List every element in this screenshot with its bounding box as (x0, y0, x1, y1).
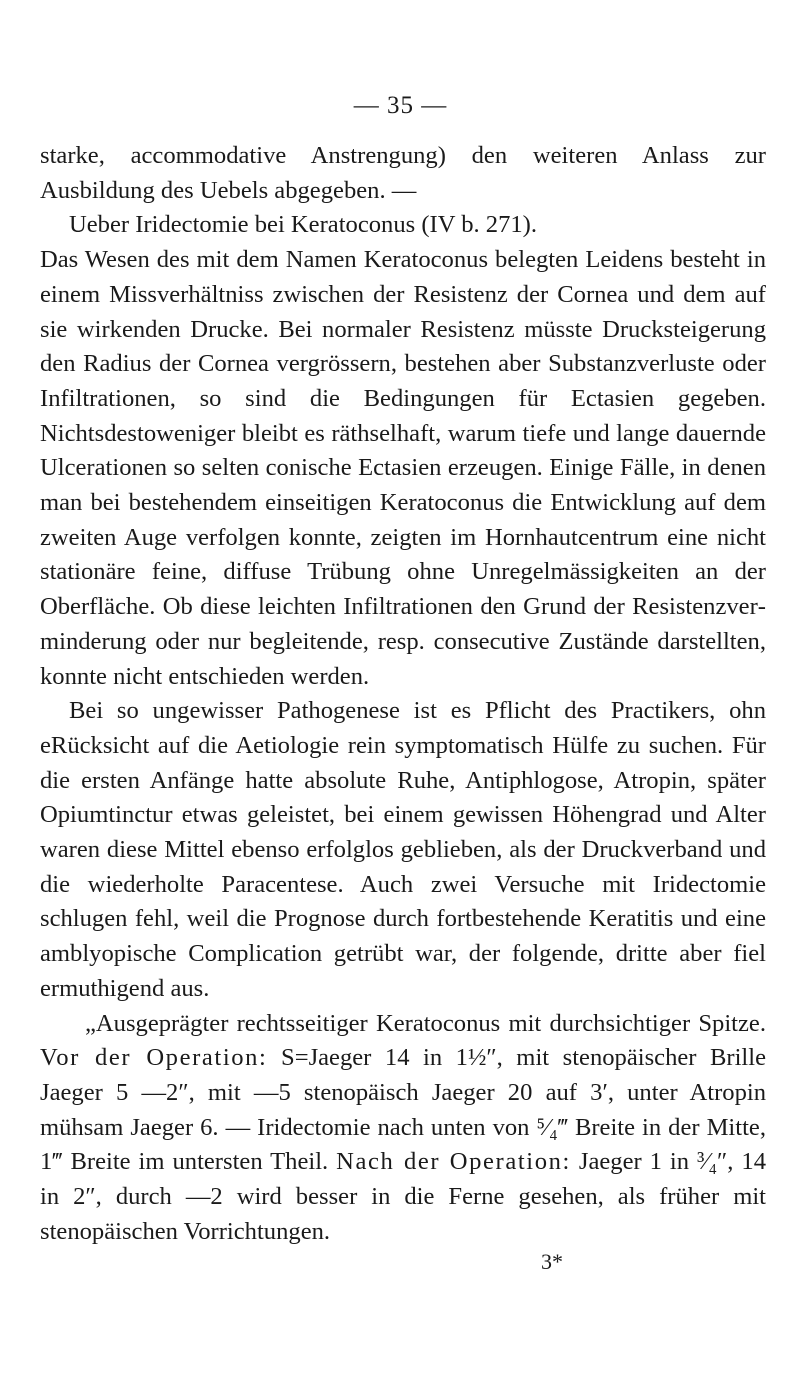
section-heading: Ueber Iridectomie bei Keratoconus (IV b. 271). (69, 211, 538, 239)
page-number: — 35 — (353, 92, 448, 119)
body-text (40, 139, 766, 1250)
paragraph-continuation: starke, accommodative Anstrengung) den weiteren Anlass zur Ausbildung des Uebels abgegeben. — (40, 142, 766, 204)
quote-part-3: Jaeger 1 in ³⁄₄″, 14 in 2″, durch —2 wird besser in die Ferne gesehen, als früher mit stenopäischen Vorrichtungen. (40, 1148, 766, 1245)
paragraph-therapy: Bei so ungewisser Pathogenese ist es Pflicht des Practikers, ohn eRücksicht auf die Aetiologie rein symptomatisch Hülfe zu suchen. Für die ersten Anfänge hatte absolute Ruhe, Antiphlogose, Atropin, später Opiumtinctur etwas geleistet, bei einem gewissen Höhengrad und Alter waren diese Mittel ebenso erfolglos geblieben, als der Druckverband und die wiederholte Paracentese. Auch zwei Versuche mit Iridectomie schlugen fehl, weil die Prognose durch fortbestehende Keratitis und eine amblyopische Complication getrübt war, der folgende, dritte aber fiel ermuthigend aus. (40, 697, 766, 1002)
quote-before-operation: Vor der Operation: (40, 1044, 268, 1072)
signature-mark: 3* (541, 1249, 563, 1274)
quote-part-1: „Ausgeprägter rechtsseitiger Keratoconus mit durchsichtiger Spitze. (85, 1009, 766, 1037)
paragraph-keratoconus-nature: Das Wesen des mit dem Namen Keratoconus belegten Leidens besteht in einem Missverhältniss zwischen der Resistenz der Cornea und dem auf sie wirkenden Drucke. Bei normaler Resistenz müsste Drucksteigerung den Radius der Cornea vergrössern, bestehen aber Substanzverluste oder Infiltrationen, so sind die Bedingungen für Ectasien gegeben. Nichtsdestoweniger bleibt es räthselhaft, warum tiefe und lange dauernde Ulcerationen so selten conische Ectasien erzeugen. Einige Fälle, in denen man bei bestehendem einseitigen Keratoconus die Entwicklung auf dem zweiten Auge verfolgen konnte, zeigten im Hornhautcentrum eine nicht stationäre feine, diffuse Trübung ohne Unregelmässigkeiten an der Oberfläche. Ob diese leichten Infiltrationen den Grund der Resistenzverminderung oder nur begleitende, resp. consecutive Zustände darstellten, konnte nicht entschieden werden. (40, 246, 766, 690)
case-report-quote (40, 1007, 766, 1250)
quote-part-2: S=Jaeger 14 in 1½″, mit stenopäischer Brille Jaeger 5 —2″, mit —5 stenopäisch Jaeger 20 auf 3′, unter Atropin mühsam Jaeger 6. — Iridectomie nach unten von ⁵⁄₄‴ Breite in der Mitte, 1‴ Breite im untersten Theil. (40, 1044, 767, 1176)
quote-after-operation: Nach der Operation: (336, 1148, 571, 1176)
